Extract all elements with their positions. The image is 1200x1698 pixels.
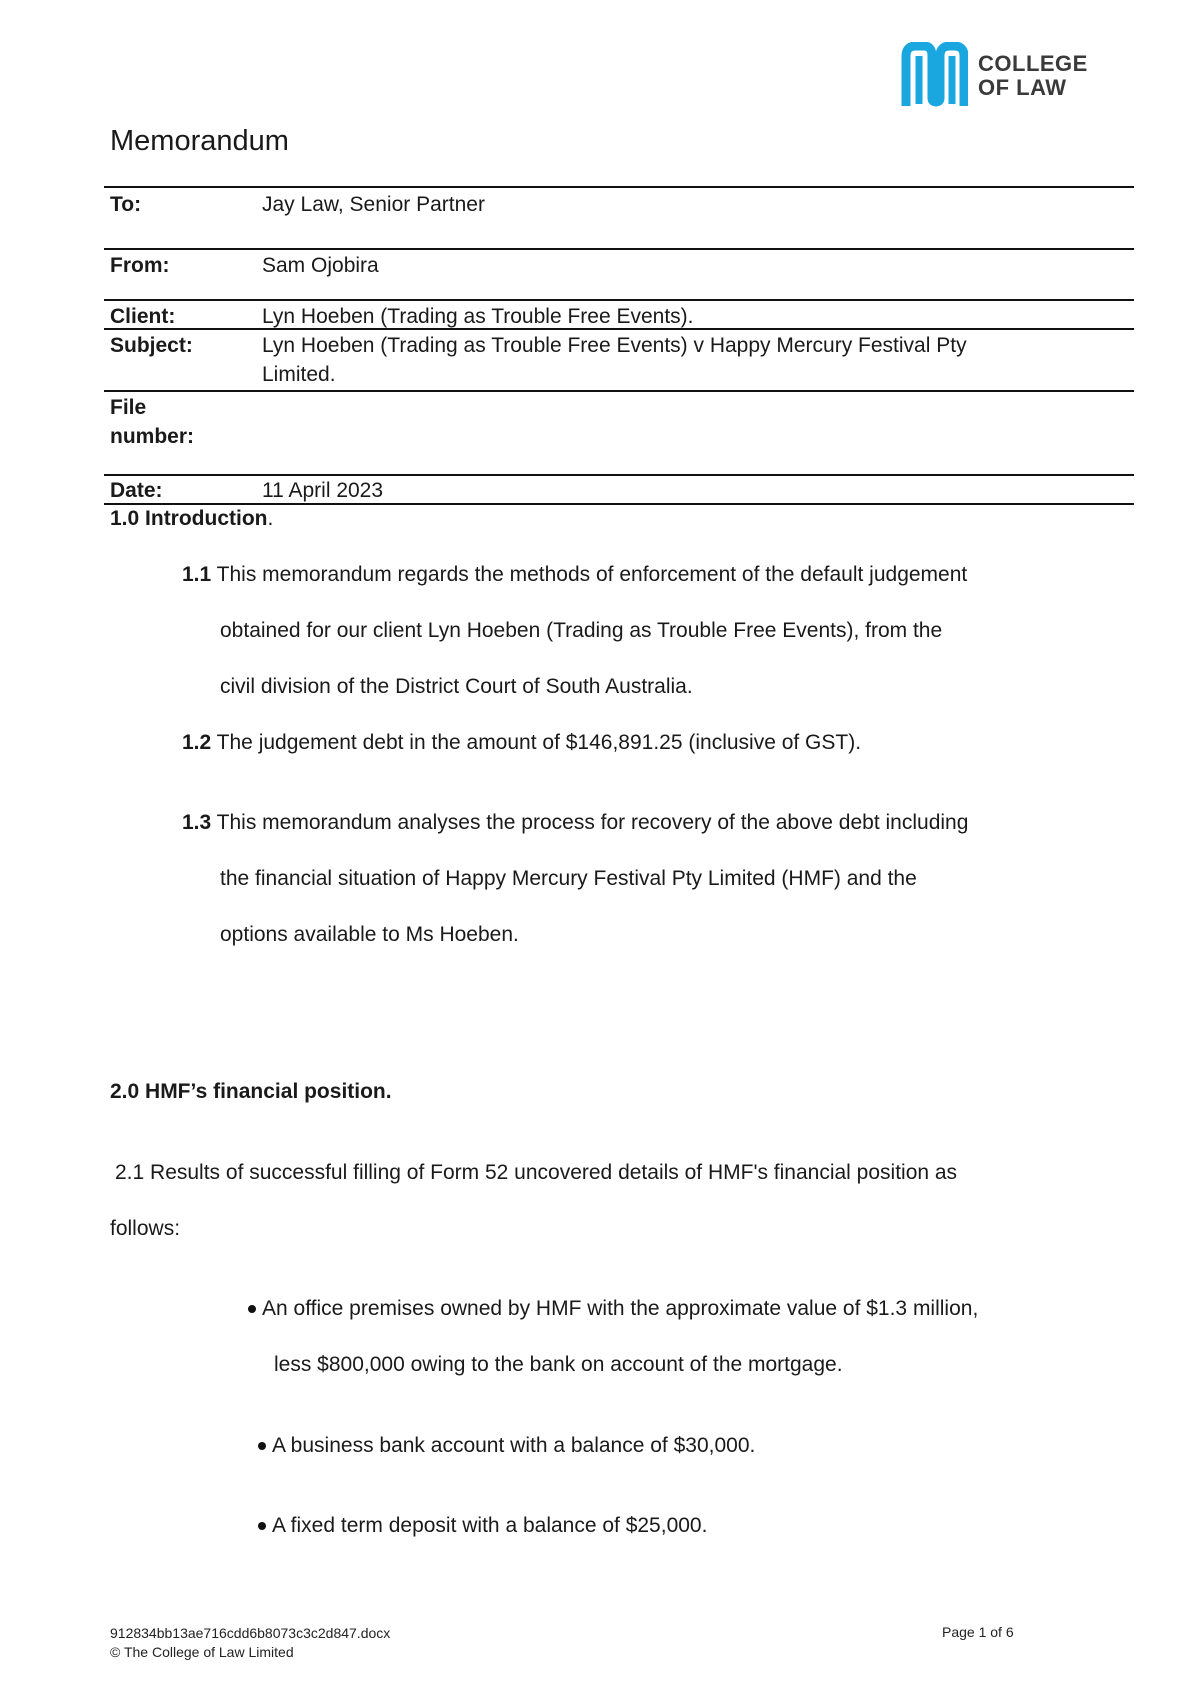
header-rule xyxy=(104,299,1134,301)
footer-copyright: © The College of Law Limited xyxy=(110,1644,294,1660)
client-label: Client: xyxy=(110,305,176,328)
header-rule xyxy=(104,248,1134,250)
bullet-icon xyxy=(258,1442,266,1450)
to-value: Jay Law, Senior Partner xyxy=(262,193,485,216)
subject-value: Lyn Hoeben (Trading as Trouble Free Events) v Happy Mercury Festival Pty Limited. xyxy=(262,334,967,386)
paragraph-1-1-cont: obtained for our client Lyn Hoeben (Trading as Trouble Free Events), from the xyxy=(220,619,943,642)
footer-info xyxy=(110,1624,390,1662)
date-value: 11 April 2023 xyxy=(262,479,384,502)
paragraph-2-1-cont: follows: xyxy=(110,1217,181,1240)
paragraph-1-2: 1.2 The judgement debt in the amount of $146,891.25 (inclusive of GST). xyxy=(182,731,862,754)
logo-wordmark: COLLEGE OF LAW xyxy=(978,51,1088,100)
page-title: Memorandum xyxy=(110,125,289,157)
bullet-icon xyxy=(258,1522,266,1530)
date-label: Date: xyxy=(110,479,163,502)
client-value: Lyn Hoeben (Trading as Trouble Free Events). xyxy=(262,305,694,328)
paragraph-1-3-cont: options available to Ms Hoeben. xyxy=(220,923,519,946)
list-item: An office premises owned by HMF with the approximate value of $1.3 million, xyxy=(248,1281,978,1337)
footer-filename: 912834bb13ae716cdd6b8073c3c2d847.docx xyxy=(110,1625,391,1641)
file-number-label: File number: xyxy=(110,396,194,448)
paragraph-1-3: 1.3 This memorandum analyses the process for recovery of the above debt including xyxy=(182,811,969,834)
list-item-cont: less $800,000 owing to the bank on account of the mortgage. xyxy=(274,1353,843,1376)
page-number: Page 1 of 6 xyxy=(942,1624,1014,1640)
paragraph-2-1: 2.1 Results of successful filling of Form 52 uncovered details of HMF's financial position as xyxy=(115,1161,958,1184)
header-rule xyxy=(104,328,1134,330)
paragraph-1-1: 1.1 This memorandum regards the methods of enforcement of the default judgement xyxy=(182,563,968,586)
from-label: From: xyxy=(110,254,170,277)
bullet-icon xyxy=(248,1305,256,1313)
header-rule xyxy=(104,503,1134,505)
list-item: A business bank account with a balance of $30,000. xyxy=(258,1418,755,1474)
header-rule xyxy=(104,390,1134,392)
college-of-law-logo xyxy=(898,42,1103,112)
college-of-law-logo-icon xyxy=(898,42,968,112)
paragraph-1-1-cont: civil division of the District Court of South Australia. xyxy=(220,675,693,698)
list-item: A fixed term deposit with a balance of $25,000. xyxy=(258,1498,707,1554)
section-heading: 1.0 Introduction. xyxy=(110,507,274,530)
header-rule xyxy=(104,186,1134,188)
to-label: To: xyxy=(110,193,142,216)
subject-label: Subject: xyxy=(110,334,193,357)
from-value: Sam Ojobira xyxy=(262,254,379,277)
paragraph-1-3-cont: the financial situation of Happy Mercury Festival Pty Limited (HMF) and the xyxy=(220,867,917,890)
section-heading: 2.0 HMF’s financial position. xyxy=(110,1080,392,1103)
